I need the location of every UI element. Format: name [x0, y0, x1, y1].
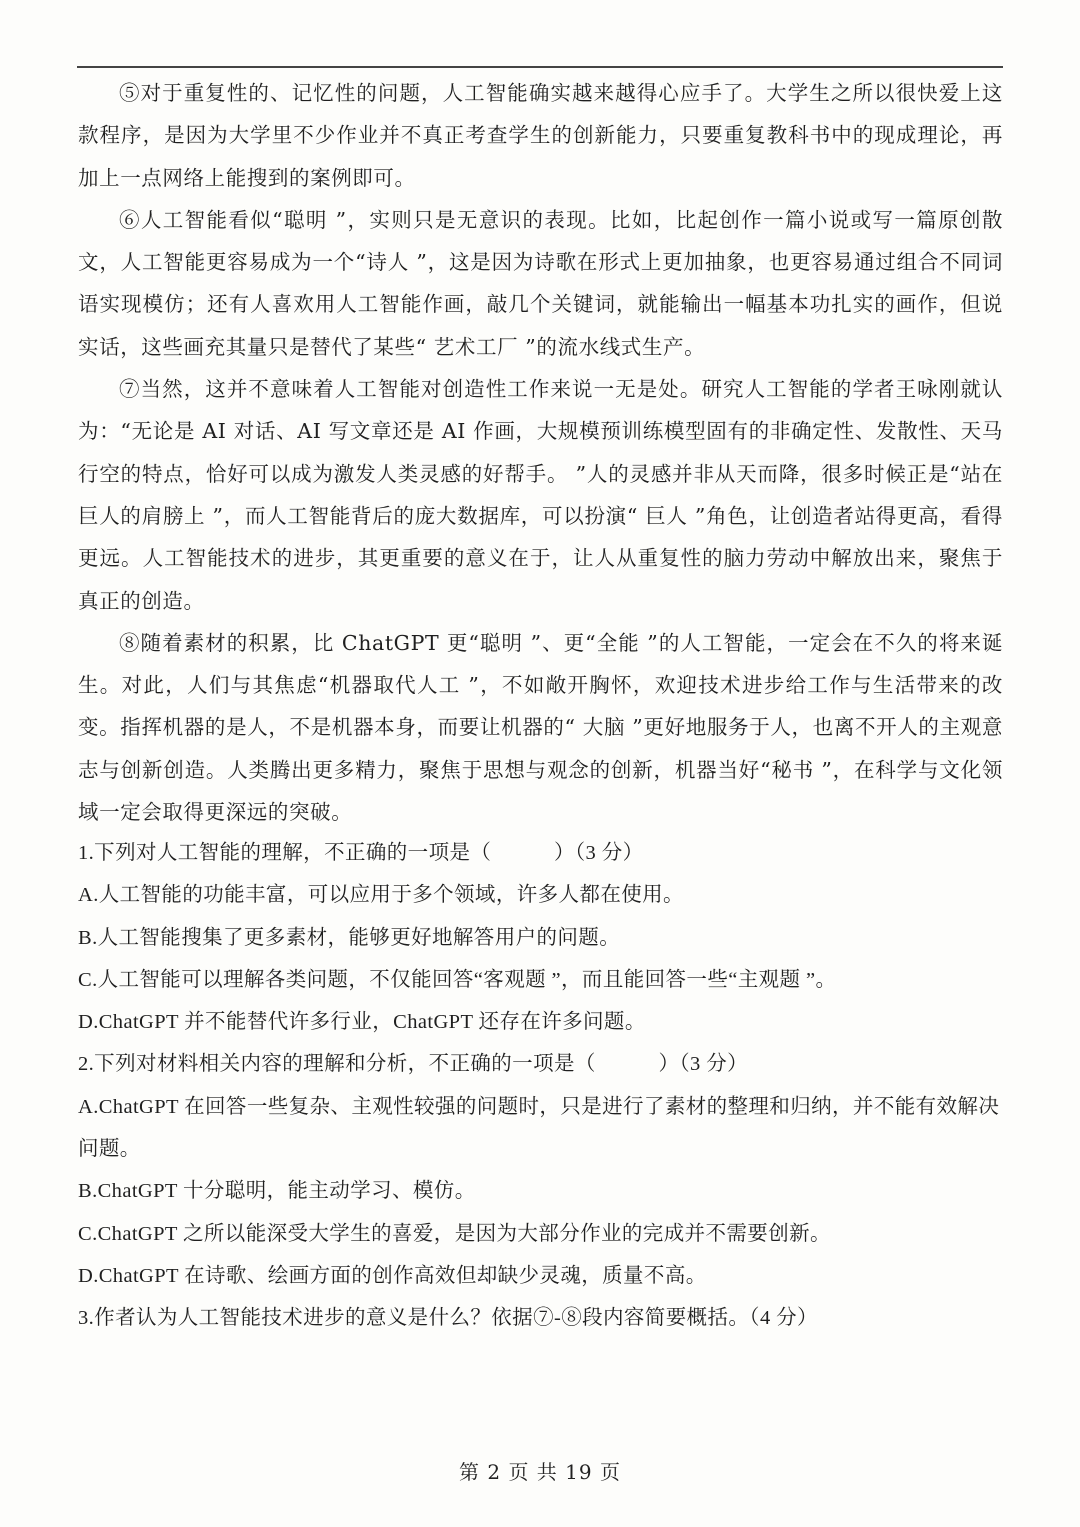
question-3-stem: 3.作者认为人工智能技术进步的意义是什么？依据⑦-⑧段内容简要概括。（4 分） — [78, 1307, 818, 1330]
question-1 — [78, 832, 1003, 1043]
paragraph-8: ⑧随着素材的积累，比 ChatGPT 更“聪明 ”、更“全能 ”的人工智能，一定会在不久的将来诞生。对此，人们与其焦虑“机器取代人工 ”，不如敞开胸怀，欢迎技术进步给工作与生活带来的改变。指挥机器的是人，不是机器本身，而要让机器的“ 大脑 ”更好地服务于人，也离不开人的主观意志与创新创造。人类腾出更多精力，聚焦于思想与观念的创新，机器当好“秘书 ”，在科学与文化领域一定会取得更深远的突破。 — [78, 630, 1003, 825]
question-2 — [78, 1043, 1003, 1297]
reading-passage — [78, 72, 1003, 833]
question-1-stem: 1.下列对人工智能的理解，不正确的一项是（ ）（3 分） — [78, 842, 644, 864]
page-number: 第 2 页 共 19 页 — [459, 1460, 621, 1484]
question-3 — [78, 1297, 1003, 1339]
question-2-option-b: B.ChatGPT 十分聪明，能主动学习、模仿。 — [78, 1180, 476, 1203]
question-1-option-a: A.人工智能的功能丰富，可以应用于多个领域，许多人都在使用。 — [78, 884, 684, 907]
question-1-option-b: B.人工智能搜集了更多素材，能够更好地解答用户的问题。 — [78, 926, 621, 949]
question-2-stem: 2.下列对材料相关内容的理解和分析，不正确的一项是（ ）（3 分） — [78, 1053, 748, 1076]
question-2-option-c: C.ChatGPT 之所以能深受大学生的喜爱，是因为大部分作业的完成并不需要创新。 — [78, 1222, 831, 1245]
question-2-option-a: A.ChatGPT 在回答一些复杂、主观性较强的问题时，只是进行了素材的整理和归纳，并不能有效解决问题。 — [78, 1095, 1000, 1161]
paragraph-6: ⑥人工智能看似“聪明 ”，实则只是无意识的表现。比如，比起创作一篇小说或写一篇原创散文，人工智能更容易成为一个“诗人 ”，这是因为诗歌在形式上更加抽象，也更容易通过组合不同词语实现模仿；还有人喜欢用人工智能作画，敲几个关键词，就能输出一幅基本功扎实的画作，但说实话，这些画充其量只是替代了某些“ 艺术工厂 ”的流水线式生产。 — [78, 207, 1003, 359]
question-1-option-d: D.ChatGPT 并不能替代许多行业，ChatGPT 还存在许多问题。 — [78, 1011, 646, 1034]
question-section — [78, 832, 1003, 1340]
question-2-option-d: D.ChatGPT 在诗歌、绘画方面的创作高效但却缺少灵魂，质量不高。 — [78, 1264, 707, 1287]
question-1-option-c: C.人工智能可以理解各类问题，不仅能回答“客观题 ”，而且能回答一些“主观题 ”。 — [78, 968, 837, 991]
paragraph-7: ⑦当然，这并不意味着人工智能对创造性工作来说一无是处。研究人工智能的学者王咏刚就认为：“无论是 AI 对话、AI 写文章还是 AI 作画，大规模预训练模型固有的非确定性、发散性、天马行空的特点，恰好可以成为激发人类灵感的好帮手。 ”人的灵感并非从天而降，很多时候正是“站在巨人的肩膀上 ”，而人工智能背后的庞大数据库，可以扮演“ 巨人 ”角色，让创造者站得更高，看得更远。人工智能技术的进步，其更重要的意义在于，让人从重复性的脑力劳动中解放出来，聚焦于真正的创造。 — [78, 377, 1003, 613]
paragraph-5: ⑤对于重复性的、记忆性的问题，人工智能确实越来越得心应手了。大学生之所以很快爱上这款程序，是因为大学里不少作业并不真正考查学生的创新能力，只要重复教科书中的现成理论，再加上一点网络上能搜到的案例即可。 — [78, 81, 1003, 190]
top-divider — [77, 66, 1003, 68]
